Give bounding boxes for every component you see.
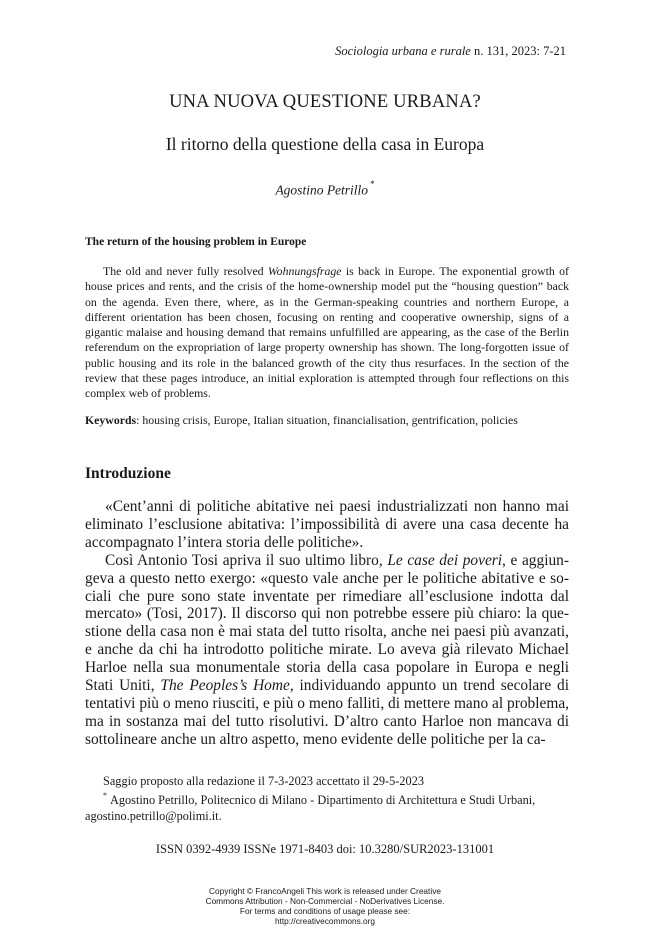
keywords-line xyxy=(85,413,569,428)
body-paragraph-2-part-a: Così Antonio Tosi apriva il suo ultimo libro, xyxy=(105,551,388,569)
body-paragraph-2-part-c: , individuando appunto un trend secolare di tentativi più o meno riusciti, e più o meno falliti, di mettere mano al problema, ma in sostanza mai del tutto risolutivi. D’altro canto Harloe non mancava di sottolineare anche un altro aspetto, meno evidente delle politiche per la ca- xyxy=(85,677,569,748)
author-line xyxy=(0,181,650,199)
affiliation-footnote-mark: * xyxy=(103,791,107,801)
footnotes xyxy=(85,774,569,824)
affiliation-note xyxy=(85,789,569,824)
author-name: Agostino Petrillo xyxy=(275,182,369,198)
book-title-2: The Peoples’s Home xyxy=(160,677,290,695)
body-paragraph-2 xyxy=(85,552,569,749)
license-line-1: Copyright © FrancoAngeli This work is released under Creative xyxy=(209,886,441,896)
abstract-italic-term: Wohnungsfrage xyxy=(267,264,342,278)
running-head xyxy=(335,44,566,59)
license-line-3: For terms and conditions of usage please see: xyxy=(239,906,411,916)
body-paragraph-1: «Cent’anni di politiche abitative nei paesi industrializzati non hanno mai eliminato l’esclusione abitativa: l’impossibilità di avere una casa decente ha accompagnato l’intera storia delle politiche». xyxy=(85,498,569,551)
book-title-1: Le case dei poveri xyxy=(387,551,503,569)
keywords-list: : housing crisis, Europe, Italian situation, financialisation, gentrification, policies xyxy=(136,413,518,427)
issn-doi-line: ISSN 0392-4939 ISSNe 1971-8403 doi: 10.3280/SUR2023-131001 xyxy=(155,842,495,856)
section-heading: Introduzione xyxy=(85,465,171,482)
abstract-text-start: The old and never fully resolved xyxy=(103,264,268,278)
journal-issue: n. 131, 2023: 7-21 xyxy=(470,44,566,58)
license-line-2: Commons Attribution - Non-Commercial - NoDerivatives License. xyxy=(205,896,445,906)
keywords-label: Keywords xyxy=(85,413,137,427)
affiliation-text: Agostino Petrillo, Politecnico di Milano - Dipartimento di Architettura e Studi Urbani, agostino.petrillo@polimi.it. xyxy=(85,793,536,823)
paper-subtitle: Il ritorno della questione della casa in Europa xyxy=(165,134,485,154)
license-notice xyxy=(0,886,650,926)
submission-note: Saggio proposto alla redazione il 7-3-2023 accettato il 29-5-2023 xyxy=(103,774,424,788)
abstract-heading: The return of the housing problem in Europe xyxy=(85,236,307,248)
license-link[interactable]: http://creativecommons.org xyxy=(274,916,376,926)
abstract-text-rest: is back in Europe. The exponential growth of house prices and rents, and the crisis of the home-ownership model put the “housing question” back on the agenda. Even there, where, as in the German-speaking countries and northern Europe, a different orientation has been chosen, focusing on renting and cooperative ownership, signs of a gigantic malaise and housing demand that remains unfulfilled are appearing, as the case of the Berlin referendum on the expropriation of large property ownership has shown. The long-forgotten issue of public housing and its role in the balanced growth of the city thus resurfaces. In the section of the review that these pages introduce, an initial exploration is attempted through four reflections on this complex web of problems. xyxy=(85,264,569,401)
abstract-text xyxy=(85,264,569,402)
body-paragraph-2-part-b: , e aggiungeva a questo netto exergo: «questo vale anche per le politiche abitative e sociali che pure sono state inventate per rimediare all’esclusione indotta dal mercato» (Tosi, 2017). Il discorso qui non potrebbe essere più chiaro: la questione della casa non è mai stata del tutto risolta, anche nei paesi più avanzati, e anche da chi ha introdotto politiche mirate. Lo aveva già rilevato Michael Harloe nella sua monumentale storia della casa popolare in Europa e negli Stati Uniti, xyxy=(85,551,570,695)
body-text xyxy=(85,498,569,749)
author-footnote-mark: * xyxy=(370,179,375,189)
journal-name: Sociologia urbana e rurale xyxy=(335,44,471,58)
paper-title: UNA NUOVA QUESTIONE URBANA? xyxy=(169,92,481,112)
